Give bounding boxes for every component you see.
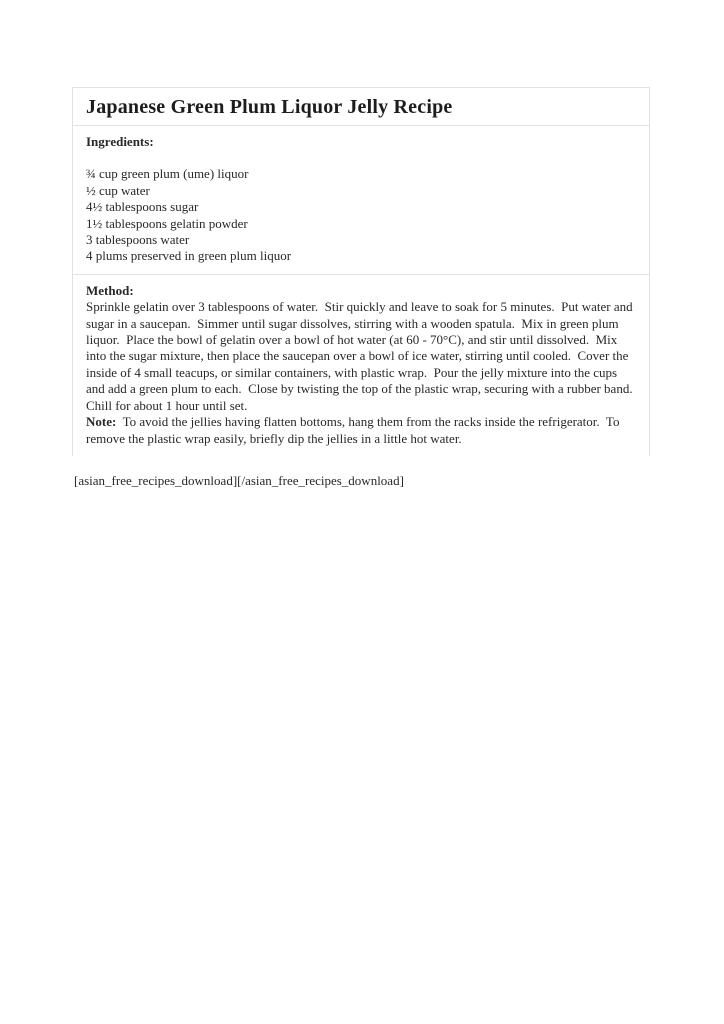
ingredient-item: 4 plums preserved in green plum liquor xyxy=(86,248,292,264)
ingredient-item: ½ cup water xyxy=(86,182,150,198)
recipe-title: Japanese Green Plum Liquor Jelly Recipe xyxy=(86,96,453,118)
ingredient-item: 3 tablespoons water xyxy=(86,232,190,248)
ingredients-heading: Ingredients: xyxy=(86,134,154,149)
method-section xyxy=(73,275,649,455)
recipe-title-section xyxy=(73,88,649,126)
method-body: Sprinkle gelatin over 3 tablespoons of water. Stir quickly and leave to soak for 5 minutes. Put water and sugar in a saucepan. Simmer until sugar dissolves, stirring with a wooden spatula. Mix in green plum liquor. Place the bowl of gelatin over a bowl of hot water (at 60 - 70°C), and stir until dissolved. Mix into the sugar mixture, then place the saucepan over a bowl of ice water, stirring until cooled. Cover the inside of 4 small teacups, or similar containers, with plastic wrap. Pour the jelly mixture into the cups and add a green plum to each. Close by twisting the top of the plastic wrap, securing with a rubber band. Chill for about 1 hour until set. xyxy=(86,299,640,413)
ingredients-section xyxy=(73,126,649,275)
shortcode-text: [asian_free_recipes_download][/asian_free_recipes_download] xyxy=(74,473,404,488)
ingredient-item: ¾ cup green plum (ume) liquor xyxy=(86,166,249,182)
ingredient-item: 1½ tablespoons gelatin powder xyxy=(86,215,248,231)
method-text xyxy=(86,299,640,447)
note-text: To avoid the jellies having flatten bottoms, hang them from the racks inside the refrigerator. To remove the plastic wrap easily, briefly dip the jellies in a little hot water. xyxy=(86,414,623,446)
ingredient-item: 4½ tablespoons sugar xyxy=(86,199,199,215)
ingredients-list xyxy=(86,166,636,264)
method-heading: Method: xyxy=(86,282,134,298)
note-label: Note: xyxy=(86,414,117,430)
recipe-card xyxy=(72,87,650,456)
